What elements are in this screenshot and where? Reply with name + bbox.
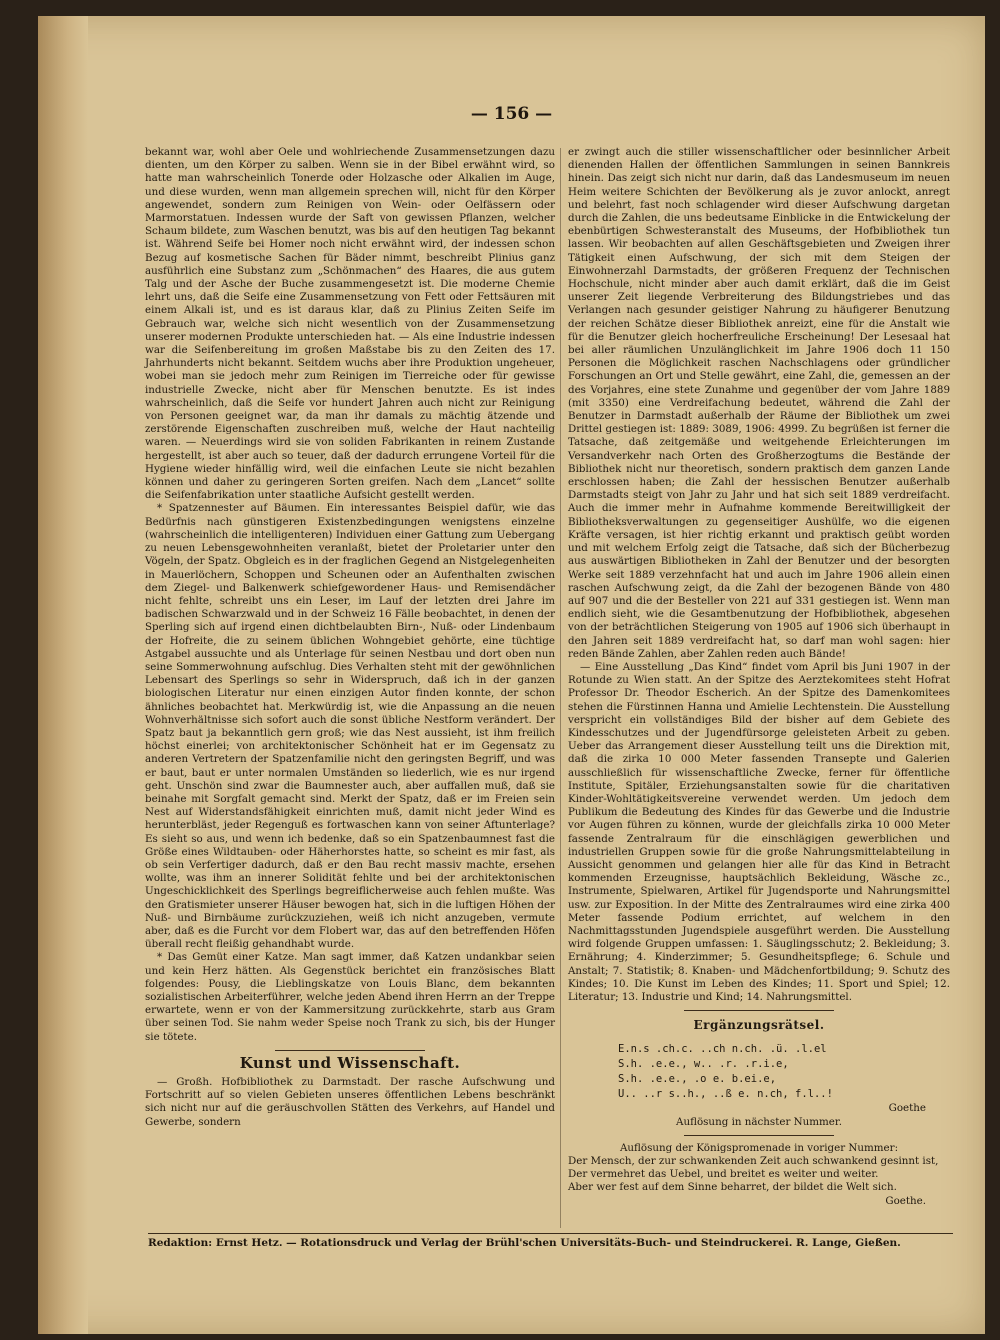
newspaper-page [38,16,985,1334]
page-number: — 156 — [470,104,553,124]
puzzle-title: Ergänzungsrätsel. [693,1018,825,1033]
article-hofbibliothek-cont: er zwingt auch die stiller wissenschaftlicher oder besinnlicher Arbeit dienenden Hallen der öffentlichen Sammlungen in seinen Bannkreis hinein. Das zeigt sich nicht nur darin, daß das Landesmuseum im neuen Heim weitere Schichten der Bevölkerung als je zuvor anlockt, anregt und belehrt, fast noch schlagender wird dieser Aufschwung dargetan durch die Zahlen, die uns bedeutsame Einblicke in die Entwickelung der ebenbürtigen Schwesteranstalt des Museums, der Hofbibliothek tun lassen. Wir beobachten auf allen Geschäftsgebieten und Zweigen ihrer Tätigkeit einen Aufschwung, der sich mit dem Steigen der Einwohnerzahl Darmstadts, der größeren Frequenz der Technischen Hochschule, nicht minder aber auch damit erklärt, daß die im Geist unserer Zeit liegende Verbreiterung des Bildungstriebes und das Verlangen nach gesunder geistiger Nahrung zu häufigerer Benutzung der reichen Schätze dieser Bibliothek anreizt, eine für die Anstalt wie für die Benutzer gleich hocherfreuliche Erscheinung! Der Lesesaal hat bei aller räumlichen Unzulänglichkeit im Jahre 1906 doch 11 150 Personen die Möglichkeit raschen Nachschlagens oder gründlicher Forschungen an Ort und Stelle gewährt, eine Zahl, die, gemessen an der des Vorjahres, eine stete Zunahme und gegenüber der vom Jahre 1889 (mit 3350) eine Verdreifachung bedeutet, während die Zahl der Benutzer in Darmstadt außerhalb der Räume der Bibliothek um zwei Drittel gestiegen ist: 1889: 3089, 1906: 4999. Zu begrüßen ist ferner die Tatsache, daß zeitgemäße und weitgehende Erleichterungen im Versandverkehr nach Orten des Großherzogtums die Bestände der Bibliothek nicht nur theoretisch, sondern praktisch dem ganzen Lande erschlossen haben; die Zahl der hessischen Benutzer außerhalb Darmstadts steigt von Jahr zu Jahr und hat sich seit 1889 verdreifacht. Auch die immer mehr in Aufnahme kommende Bereitwilligkeit der Bibliotheksverwaltungen zu gegenseitiger Aushülfe, wo die eigenen Kräfte versagen, ist hier richtig erkannt und praktisch geübt worden und mit welchem Erfolg zeigt die Tatsache, daß sich der Bücherbezug aus auswärtigen Bibliotheken in Zahl der Benutzer und der besorgten Werke seit 1889 verzehnfacht hat und auch im Jahre 1906 allein einen raschen Aufschwung zeigt, da die Zahl der bezogenen Bände von 480 auf 907 und die der Besteller von 221 auf 331 gestiegen ist. Wenn man endlich sieht, wie die Gesamtbenutzung der Hofbibliothek, abgesehen von der beträchtlichen Steigerung von 1905 auf 1906 sich überhaupt in den Jahren seit 1889 verdreifacht hat, so darf man wohl sagen: hier reden Bände Zahlen, aber Zahlen reden auch Bände! [568,146,950,660]
puzzle-line: S.h. .e.e., w.. .r. .r.i.e, [618,1058,789,1071]
section-rule [275,1050,425,1051]
article-exhibition: — Eine Ausstellung „Das Kind“ findet vom April bis Juni 1907 in der Rotunde zu Wien statt. An der Spitze des Aerztekomitees steht Hofrat Professor Dr. Theodor Escherich. An der Spitze des Damenkomitees stehen die Fürstinnen Hanna und Amielie Lechtenstein. Die Ausstellung verspricht ein vollständiges Bild der bisher auf dem Gebiete des Kindesschutzes und der Jugendfürsorge geleisteten Arbeit zu geben. Ueber das Arrangement dieser Ausstellung teilt uns die Direktion mit, daß die zirka 10 000 Meter fassenden Transepte und Galerien ausschließlich für wissenschaftliche Zwecke, ferner für öffentliche Institute, Spitäler, Erziehungsanstalten sowie für die charitativen Kinder-Wohltätigkeitsvereine verwendet werden. Um jedoch dem Publikum die Bedeutung des Kindes für das Gewerbe und die Industrie vor Augen führen zu können, wurde der gleichfalls zirka 10 000 Meter fassende Zentralraum für die einschlägigen gewerblichen und industriellen Gruppen sowie für die große Nahrungsmittelabteilung in Aussicht genommen und gelangen hier alle für das Kind in Betracht kommenden Erzeugnisse, hauptsächlich Bekleidung, Wäsche zc., Instrumente, Spielwaren, Artikel für Jugendsporte und Nahrungsmittel usw. zur Exposition. In der Mitte des Zentralraumes wird eine zirka 400 Meter fassende Podium errichtet, auf welchem in den Nachmittagsstunden Jugendspiele ausgeführt werden. Die Ausstellung wird folgende Gruppen umfassen: 1. Säuglingsschutz; 2. Bekleidung; 3. Ernährung; 4. Kinderzimmer; 5. Gesundheitspflege; 6. Schule und Anstalt; 7. Statistik; 8. Knaben- und Mädchenfortbildung; 9. Schutz des Kindes; 10. Die Kunst im Leben des Kindes; 11. Sport und Spiel; 12. Literatur; 13. Industrie und Kind; 14. Nahrungsmittel. [568,660,950,1003]
book-binding-edge [38,16,88,1334]
puzzle-rule [684,1010,834,1011]
puzzle-note: Auflösung in nächster Nummer. [676,1115,842,1128]
article-hofbibliothek-start: — Großh. Hofbibliothek zu Darmstadt. Der rasche Aufschwung und Fortschritt auf so vielen Gebieten unseres öffentlichen Lebens beschränkt sich nicht nur auf die geräuschvollen Stätten des Verkehrs, auf Handel und Gewerbe, sondern [145,1076,555,1128]
left-column [145,146,555,1226]
puzzle-line: U.. ..r s..h., ..ß e. n.ch, f.l..! [618,1088,833,1101]
article-cat: * Das Gemüt einer Katze. Man sagt immer, daß Katzen undankbar seien und kein Herz hätten. Als Gegenstück berichtet ein französisches Blatt folgendes: Pousy, die Lieblingskatze von Louis Blanc, dem bekannten sozialistischen Arbeiterführer, welche jeden Abend ihren Herrn an der Treppe erwartete, wenn er von der Kammersitzung zurückkehrte, starb aus Gram über seinen Tod. Sie nahm weder Speise noch Trank zu sich, bis der Hunger sie tötete. [145,951,555,1043]
imprint-footer: Redaktion: Ernst Hetz. — Rotationsdruck und Verlag der Brühl'schen Universitäts-Buch- und Steindruckerei. R. Lange, Gießen. [148,1233,953,1249]
puzzle-line: S.h. .e.e., .o e. b.ei.e, [618,1073,777,1086]
puzzle-line: E.n.s .ch.c. ..ch n.ch. .ü. .l.el [618,1043,827,1056]
article-sparrow-nests: * Spatzennester auf Bäumen. Ein interessantes Beispiel dafür, wie das Bedürfnis nach günstigeren Existenzbedingungen wenigstens einzelne (wahrscheinlich die intelligenteren) Individuen einer Gattung zum Uebergang zu neuen Lebensgewohnheiten veranlaßt, bietet der Proletarier unter den Vögeln, der Spatz. Obgleich es in der fraglichen Gegend an Nistgelegenheiten in Mauerlöchern, Schoppen und Scheunen oder an Aufenthalten zwischen dem Ziegel- und Balkenwerk schiefgewordener Haus- und Remisendächer nicht fehlte, schreibt uns ein Leser, im Lauf der letzten drei Jahre im badischen Schwarzwald und in der Schweiz 16 Fälle beobachtet, in denen der Sperling sich auf irgend einen dichtbelaubten Birn-, Nuß- oder Lindenbaum der Hofreite, die zu seinem üblichen Wohngebiet gehörte, eine tüchtige Astgabel aussuchte und als Unterlage für seinen Nestbau und dort oben nun seine Sommerwohnung aufschlug. Dies Verhalten steht mit der gewöhnlichen Lebensart des Sperlings so sehr in Widerspruch, daß ich in der ganzen biologischen Literatur nur einen einzigen Autor finden konnte, der schon ähnliches beobachtet hat. Merkwürdig ist, wie die Anpassung an die neuen Wohnverhältnisse sich sofort auch die sonst übliche Nestform verändert. Der Spatz baut ja bekanntlich gern groß; wie das Nest aussieht, ist ihm freilich höchst einerlei; von architektonischer Schönheit hat er im Gegensatz zu anderen Vertretern der Spatzenfamilie nicht den geringsten Begriff, und was er baut, baut er unter normalen Umständen so liederlich, wie es nur irgend geht. Unschön sind zwar die Baumnester auch, aber auffallen muß, daß sie beinahe mit Sorgfalt gemacht sind. Merkt der Spatz, daß er im Freien sein Nest auf Widerstandsfähigkeit einrichten muß, damit nicht jeder Wind es herunterbläst, jeder Regenguß es fortwaschen kann von seiner Aftunterlage? Es sieht so aus, und wenn ich bedenke, daß so ein Spatzenbaumnest fast die Größe eines Wildtauben- oder Häherhorstes hatte, so scheint es mir fast, als ob sein Verfertiger dadurch, daß er den Bau recht massiv machte, ersehen wollte, was ihm an innerer Solidität fehlte und bei der architektonischen Ungeschicklichkeit des Sperlings begreiflicherweise auch fehlen mußte. Was den Gratismieter unserer Häuser bewogen hat, sich in die luftigen Höhen der Nuß- und Birnbäume zurückzuziehen, weiß ich nicht anzugeben, vermute aber, daß es die Furcht vor dem Flobert war, das auf den betreffenden Höfen überall recht fleißig gehandhabt wurde. [145,502,555,951]
solution-rule [684,1135,834,1136]
section-title: Kunst und Wissenschaft. [239,1053,461,1072]
article-soap-text: bekannt war, wohl aber Oele und wohlriechende Zusammensetzungen dazu dienten, um den Körper zu salben. Wenn sie in der Bibel erwähnt wird, so hatte man wahrscheinlich Tonerde oder Holzasche oder Alkalien im Auge, und diese wurden, wenn man allgemein sprechen will, nicht für den Körper angewendet, sondern zum Reinigen von Wein- oder Oelfässern oder Marmorstatuen. Indessen wurde der Saft von gewissen Pflanzen, welcher Schaum bildete, zum Waschen benutzt, was bis auf den heutigen Tag bekannt ist. Während Seife bei Homer noch nicht erwähnt wird, der indessen schon Bezug auf kosmetische Sachen für Bäder nimmt, beschreibt Plinius ganz ausführlich eine Substanz zum „Schönmachen“ des Haares, die aus gutem Talg und der Asche der Buche zusammengesetzt ist. Die moderne Chemie lehrt uns, daß die Seife eine Zusammensetzung von Fett oder Fettsäuren mit einem Alkali ist, und es ist daraus klar, daß zu Plinius Zeiten Seife im Gebrauch war, welche sich nicht wesentlich von der Zusammensetzung unserer modernen Produkte unterschieden hat. — Als eine Industrie indessen war die Seifenbereitung im großen Maßstabe bis zu den Zeiten des 17. Jahrhunderts nicht bekannt. Seitdem wuchs aber ihre Produktion ungeheuer, wobei man sie jedoch mehr zum Reinigen im Tierreiche oder für gewisse industrielle Zwecke, nicht aber für Menschen benutzte. Es ist indes wahrscheinlich, daß die Seife vor hundert Jahren auch nicht zur Reinigung von Personen geeignet war, da man ihr damals zu mächtig ätzende und zerstörende Eigenschaften zuschreiben muß, welche der Haut nachteilig waren. — Neuerdings wird sie von soliden Fabrikanten in reinem Zustande hergestellt, ist aber auch so teuer, daß der dadurch errungene Vorteil für die Hygiene wieder hinfällig wird, weil die einfachen Leute sie nicht bezahlen können und daher zu geringeren Sorten greifen. Nach dem „Lancet“ sollte die Seifenfabrikation unter staatliche Aufsicht gestellt werden. [145,146,555,502]
puzzle-author: Goethe [888,1102,926,1115]
column-divider [560,148,561,1228]
solution-author: Goethe. [885,1194,926,1207]
solution-block [568,1142,950,1208]
solution-title: Auflösung der Königspromenade in voriger Nummer: [619,1141,899,1154]
right-column [568,146,950,1226]
solution-line: Aber wer fest auf dem Sinne beharret, der bildet die Welt sich. [568,1181,897,1194]
solution-line: Der Mensch, der zur schwankenden Zeit auch schwankend gesinnt ist, [568,1155,939,1168]
solution-line: Der vermehret das Uebel, und breitet es weiter und weiter. [568,1168,879,1181]
